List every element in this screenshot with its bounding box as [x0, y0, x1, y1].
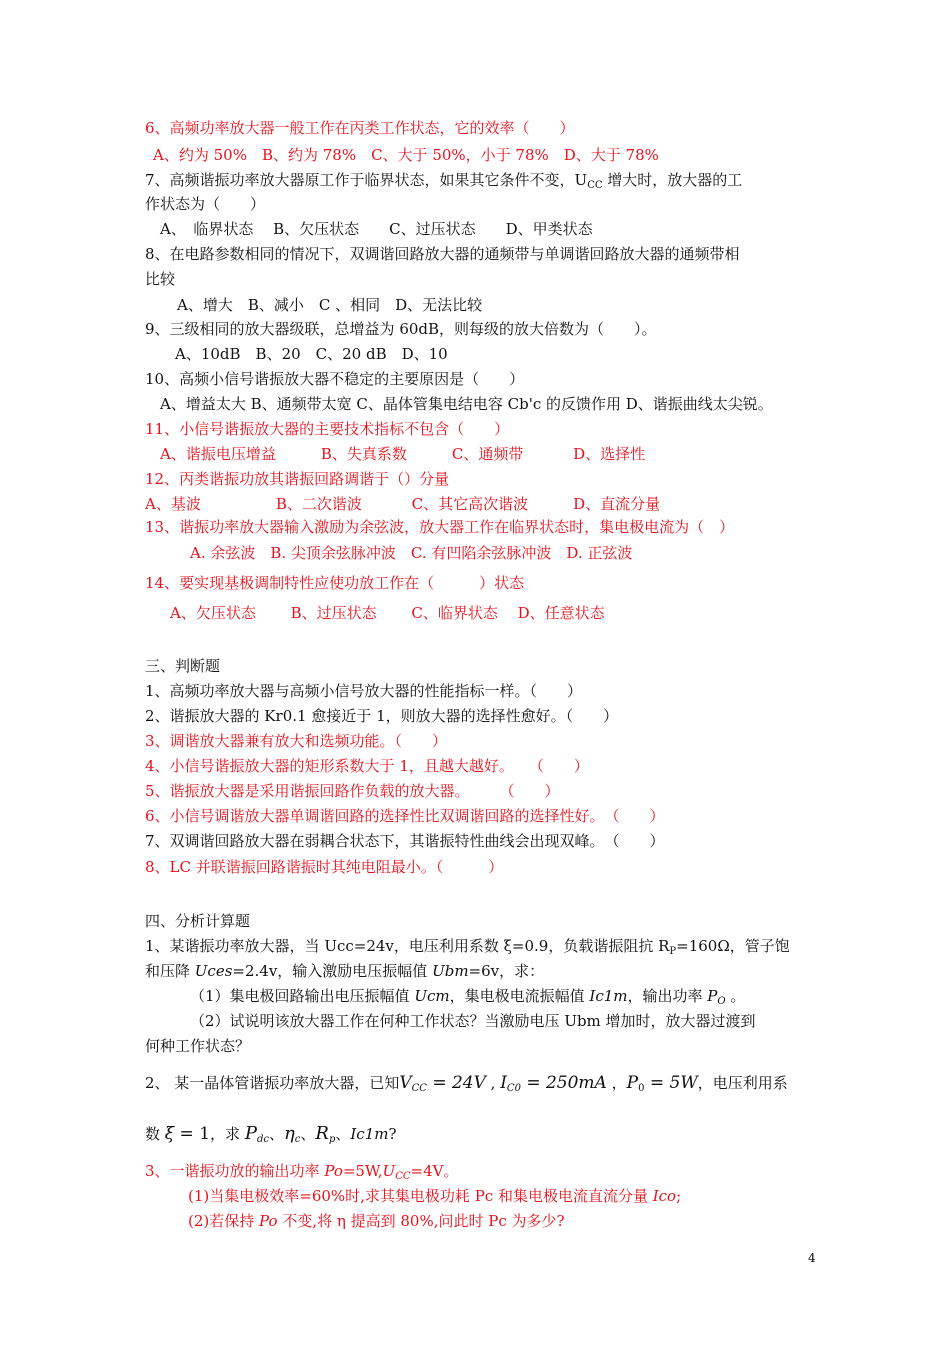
p2a-t1: 2、 某一晶体管谐振功率放大器，已知	[145, 1074, 400, 1092]
question-7-options: A、 临界状态 B、欠压状态 C、过压状态 D、甲类状态	[160, 220, 593, 238]
p2b-t2: ，求	[210, 1125, 245, 1143]
question-8-options: A、增大 B、减小 C 、相同 D、无法比较	[177, 296, 483, 314]
question-12: 12、丙类谐振功放其谐振回路调谐于（）分量	[145, 470, 450, 488]
page-number: 4	[808, 1251, 816, 1265]
p3a-u: U	[382, 1162, 396, 1180]
p1b-ubm: Ubm	[432, 962, 469, 980]
calc-p1-line1	[145, 936, 790, 962]
calc-p1-line5: 何种工作状态？	[145, 1037, 251, 1055]
p2b-xi: ξ	[164, 1124, 175, 1144]
p1c-t2: ，集电极电流振幅值	[449, 987, 590, 1005]
p1b-t3: =6v，求：	[468, 962, 545, 980]
p1c-t3: ，输出功率	[627, 987, 708, 1005]
p3a-t3: =4V。	[410, 1162, 459, 1180]
p2b-t4: 、	[300, 1125, 316, 1143]
p1a-text: 1、某谐振功率放大器，当 Ucc=24v，电压利用系数 ξ=0.9，负载谐振阻抗 R	[145, 937, 670, 955]
p3a-t2: =5W,	[342, 1162, 383, 1180]
p1a-sub: P	[669, 946, 677, 957]
p2a-t2: ，电压利用系	[697, 1074, 788, 1092]
calc-p3-line3	[188, 1211, 565, 1231]
p2b-xi-val: = 1	[174, 1124, 211, 1144]
calc-p3-line1	[145, 1161, 458, 1187]
question-6: 6、高频功率放大器一般工作在丙类工作状态，它的效率（ ）	[145, 119, 575, 137]
p2a-sep: ,	[485, 1074, 501, 1092]
calc-p2-line1	[145, 1073, 788, 1099]
p3b-t1: (1)当集电极效率=60%时,求其集电极功耗 Pc 和集电极电流直流分量	[188, 1187, 653, 1205]
tf-item-4: 4、小信号谐振放大器的矩形系数大于 1，且越大越好。 （ ）	[145, 757, 589, 775]
question-13: 13、谐振功率放大器输入激励为余弦波，放大器工作在临界状态时，集电极电流为（ ）	[145, 518, 735, 536]
question-14-options: A、欠压状态 B、过压状态 C、临界状态 D、任意状态	[170, 604, 605, 622]
question-10-options: A、增益太大 B、通频带太宽 C、晶体管集电结电容 Cb'c 的反馈作用 D、谐振曲线太尖锐。	[160, 395, 773, 413]
p2b-t1: 数	[145, 1125, 165, 1143]
p3c-po: Po	[259, 1212, 278, 1230]
p1c-t4: 。	[725, 987, 746, 1005]
p2a-p-sub: 0	[638, 1083, 645, 1094]
p3b-ico: Ico	[652, 1187, 677, 1205]
question-11: 11、小信号谐振放大器的主要技术指标不包含（ ）	[145, 420, 510, 438]
tf-item-8: 8、LC 并联谐振回路谐振时其纯电阻最小。（ ）	[145, 858, 504, 876]
question-8-line2: 比较	[145, 270, 176, 288]
tf-item-6: 6、小信号调谐放大器单调谐回路的选择性比双调谐回路的选择性好。 （ ）	[145, 807, 665, 825]
p2a-p-val: = 5W	[644, 1073, 698, 1093]
tf-item-5: 5、谐振放大器是采用谐振回路作负载的放大器。 （ ）	[145, 782, 560, 800]
p2a-vcc: V	[399, 1073, 412, 1093]
question-11-options: A、谐振电压增益 B、失真系数 C、通频带 D、选择性	[160, 445, 646, 463]
p1b-t1: 和压降	[145, 962, 195, 980]
q7-text-b: 增大时，放大器的工	[602, 171, 743, 189]
tf-item-2: 2、谐振放大器的 Kr0.1 愈接近于 1，则放大器的选择性愈好。（ ）	[145, 707, 619, 725]
calc-p3-line2	[188, 1186, 681, 1206]
p1a-end: =160Ω，管子饱	[676, 937, 790, 955]
question-7-line2: 作状态为（ ）	[145, 195, 266, 213]
tf-item-1: 1、高频功率放大器与高频小信号放大器的性能指标一样。（ ）	[145, 682, 583, 700]
question-10: 10、高频小信号谐振放大器不稳定的主要原因是（ ）	[145, 370, 525, 388]
calc-p1-line2	[145, 961, 544, 981]
calc-p1-line3	[190, 986, 745, 1012]
p1c-po-sub: O	[717, 996, 726, 1007]
p2b-rp: R	[315, 1123, 329, 1144]
p2b-ic1m: Ic1m	[350, 1125, 389, 1143]
p2b-t3: 、	[268, 1125, 284, 1143]
p2b-eta: η	[283, 1123, 295, 1144]
calc-heading: 四、分析计算题	[145, 912, 251, 930]
question-8-line1: 8、在电路参数相同的情况下，双调谐回路放大器的通频带与单调谐回路放大器的通频带相	[145, 245, 740, 263]
question-13-options: A. 余弦波 B. 尖顶余弦脉冲波 C. 有凹陷余弦脉冲波 D. 正弦波	[190, 544, 633, 562]
p2b-rp-sub: p	[328, 1134, 336, 1145]
tf-item-3: 3、调谐放大器兼有放大和选频功能。（ ）	[145, 732, 448, 750]
p3a-po: Po	[324, 1162, 343, 1180]
question-14: 14、要实现基极调制特性应使功放工作在（ ）状态	[145, 574, 525, 592]
tf-item-7: 7、双调谐回路放大器在弱耦合状态下，其谐振特性曲线会出现双峰。 （ ）	[145, 832, 665, 850]
p1c-ic1m: Ic1m	[589, 987, 628, 1005]
p2a-sep2: ，	[606, 1074, 627, 1092]
p3a-t1: 3、一谐振功放的输出功率	[145, 1162, 325, 1180]
p3c-t1: (2)若保持	[188, 1212, 260, 1230]
p2a-ic-val: = 250mA	[520, 1073, 607, 1093]
p3b-t2: ;	[676, 1187, 682, 1205]
q7-sub: CC	[587, 180, 603, 191]
tf-heading: 三、判断题	[145, 657, 221, 675]
question-12-options: A、基波 B、二次谐波 C、其它高次谐波 D、直流分量	[145, 495, 661, 513]
q7-text-a: 7、高频谐振功率放大器原工作于临界状态，如果其它条件不变，U	[145, 171, 588, 189]
p1c-t1: （1）集电极回路输出电压振幅值	[190, 987, 415, 1005]
p2b-pdc: P	[244, 1123, 257, 1144]
calc-p2-line2	[145, 1124, 397, 1150]
question-9-options: A、10dB B、20 C、20 dB D、10	[175, 345, 448, 363]
calc-p1-line4: （2）试说明该放大器工作在何种工作状态？当激励电压 Ubm 增加时，放大器过渡到	[190, 1012, 756, 1030]
p2a-p: P	[626, 1073, 639, 1093]
p2a-ic: I	[500, 1073, 507, 1093]
p1c-po: P	[707, 987, 718, 1005]
p1b-t2: =2.4v，输入激励电压振幅值	[232, 962, 433, 980]
p2b-t5: 、	[335, 1125, 351, 1143]
p3a-u-sub: CC	[395, 1171, 411, 1182]
p2b-eta-sub: c	[294, 1134, 301, 1145]
question-6-options: A、约为 50% B、约为 78% C、大于 50%，小于 78% D、大于 78%	[153, 146, 659, 164]
question-7-line1	[145, 170, 742, 196]
p2a-ic-sub: C0	[506, 1083, 521, 1094]
p1c-ucm: Ucm	[414, 987, 450, 1005]
p1b-uces: Uces	[194, 962, 233, 980]
p2a-vcc-sub: CC	[411, 1083, 427, 1094]
p3c-t2: 不变,将 η 提高到 80%,问此时 Pc 为多少?	[277, 1212, 565, 1230]
p2b-t6: ?	[388, 1125, 397, 1143]
question-9: 9、三级相同的放大器级联，总增益为 60dB，则每级的放大倍数为（ ）。	[145, 320, 657, 338]
p2a-vcc-val: = 24V	[426, 1073, 486, 1093]
p2b-pdc-sub: dc	[256, 1134, 269, 1145]
